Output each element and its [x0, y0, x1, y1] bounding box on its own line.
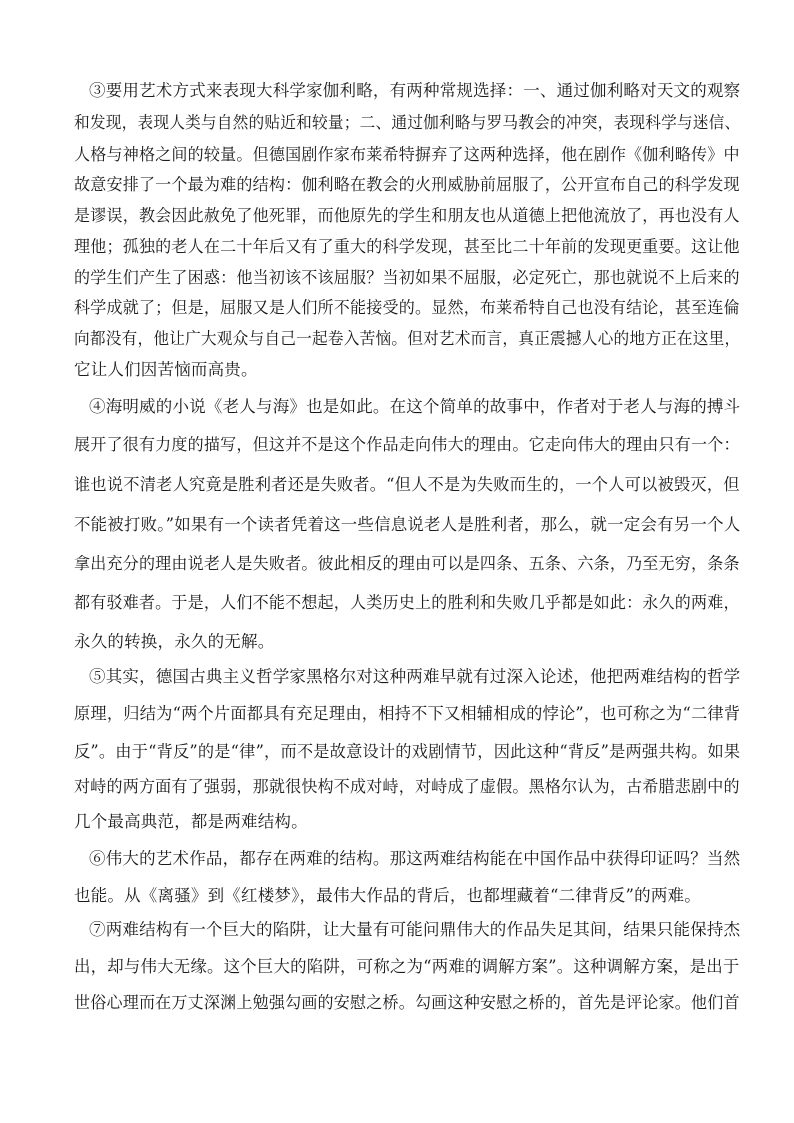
text-line: 也能。从《离骚》到《红楼梦》，最伟大作品的背后，也都埋藏着“二律背反”的两难。 — [74, 886, 701, 905]
text-line: 不能被打败。”如果有一个读者凭着这一些信息说老人是胜利者，那么，就一定会有另一个人 — [74, 515, 741, 534]
text-line: 拿出充分的理由说老人是失败者。彼此相反的理由可以是四条、五条、六条，乃至无穷，条条 — [74, 554, 740, 573]
text-line: ⑦两难结构有一个巨大的陷阱，让大量有可能问鼎伟大的作品失足其间，结果只能保持杰 — [89, 920, 741, 939]
text-line: 向都没有，他让广大观众与自己一起卷入苦恼。但对艺术而言，真正震撼人心的地方正在这里， — [74, 329, 741, 348]
text-line: 故意安排了一个最为难的结构：伽利略在教会的火刑威胁前屈服了，公开宣布自己的科学发现 — [74, 175, 740, 194]
text-line: 和发现，表现人类与自然的贴近和较量；二、通过伽利略与罗马教会的冲突，表现科学与迷信、 — [74, 113, 741, 132]
text-line: 科学成就了；但是，屈服又是人们所不能接受的。显然，布莱希特自己也没有结论，甚至连倫 — [74, 298, 740, 317]
text-line: ③要用艺术方式来表现大科学家伽利略，有两种常规选择：一、通过伽利略对天文的观察 — [89, 81, 741, 100]
text-line: 是谬误，教会因此赦免了他死罪，而他原先的学生和朋友也从道德上把他流放了，再也没有人 — [74, 206, 740, 225]
text-line: 理他；孤独的老人在二十年后又有了重大的科学发现，甚至比二十年前的发现更重要。这让他 — [74, 237, 740, 256]
text-line: 世俗心理而在万丈深渊上勉强勾画的安慰之桥。勾画这种安慰之桥的，首先是评论家。他们首 — [74, 993, 740, 1012]
text-line: ④海明威的小说《老人与海》也是如此。在这个简单的故事中，作者对于老人与海的搏斗 — [89, 397, 741, 416]
text-line: 几个最高典范，都是两难结构。 — [74, 812, 308, 831]
text-line: 对峙的两方面有了强弱，那就很快构不成对峙，对峙成了虚假。黑格尔认为，古希腊悲剧中的 — [74, 777, 740, 796]
text-line: 原理，归结为“两个片面都具有充足理由，相持不下又相辅相成的悖论”，也可称之为“二律背 — [74, 704, 741, 723]
text-line: 人格与神格之间的较量。但德国剧作家布莱希特摒弃了这两种选择，他在剧作《伽利略传》中 — [74, 145, 740, 164]
text-line: 的学生们产生了困惑：他当初该不该屈服？当初如果不屈服，必定死亡，那也就说不上后来的 — [74, 268, 740, 287]
text-line: 谁也说不清老人究竟是胜利者还是失败者。“但人不是为失败而生的，一个人可以被毁灭，但 — [74, 475, 740, 494]
text-line: 都有驳难者。于是，人们不能不想起，人类历史上的胜利和失败几乎都是如此：永久的两难， — [74, 593, 740, 612]
text-line: 永久的转换，永久的无解。 — [74, 632, 275, 651]
text-line: 出，却与伟大无缘。这个巨大的陷阱，可称之为“两难的调解方案”。这种调解方案，是出于 — [74, 957, 740, 976]
text-line: ⑥伟大的艺术作品，都存在两难的结构。那这两难结构能在中国作品中获得印证吗？当然 — [89, 849, 741, 868]
text-line: ⑤其实，德国古典主义哲学家黑格尔对这种两难早就有过深入论述，他把两难结构的哲学 — [89, 667, 741, 686]
text-line: 展开了很有力度的描写，但这并不是这个作品走向伟大的理由。它走向伟大的理由只有一个： — [74, 435, 740, 454]
text-line: 反”。由于“背反”的是“律”，而不是故意设计的戏剧情节，因此这种“背反”是两强共构。如果 — [74, 742, 741, 761]
text-line: 它让人们因苦恼而高贵。 — [74, 360, 258, 379]
